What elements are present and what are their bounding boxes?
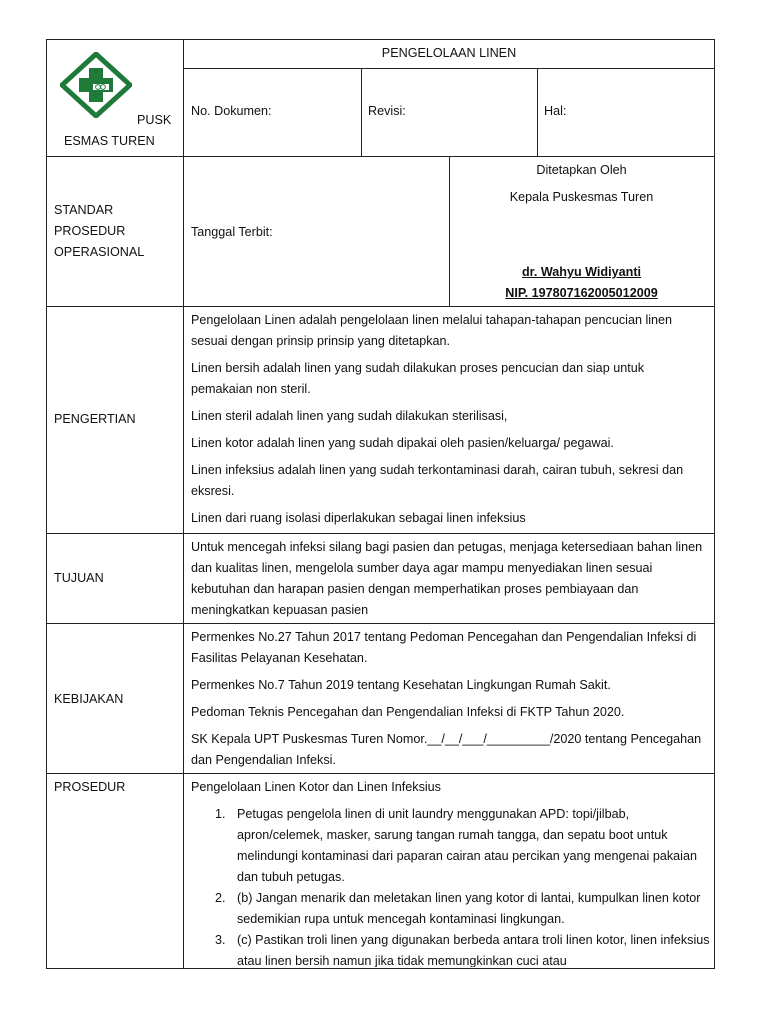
list-item — [191, 888, 711, 930]
pengertian-paragraph: Pengelolaan Linen adalah pengelolaan linen melalui tahapan-tahapan pencucian linen sesuai dengan prinsip prinsip yang ditetapkan. — [191, 313, 673, 348]
list-item-text: (b) Jangan menarik dan meletakan linen yang kotor di lantai, kumpulkan linen kotor sedemikian rupa untuk mencegah kontaminasi lingkungan. — [237, 891, 701, 926]
head-title: Kepala Puskesmas Turen — [509, 190, 654, 204]
tujuan-content — [191, 537, 709, 627]
kebijakan-paragraph: Permenkes No.7 Tahun 2019 tentang Kesehatan Lingkungan Rumah Sakit. — [191, 678, 611, 692]
prosedur-content — [191, 777, 711, 967]
prosedur-heading: Pengelolaan Linen Kotor dan Linen Infeksius — [191, 780, 441, 794]
sop-label-line1: STANDAR — [54, 203, 114, 217]
list-item — [191, 930, 711, 967]
org-name-line2: ESMAS TUREN — [64, 134, 155, 148]
prosedur-list — [191, 804, 711, 967]
signer-name: dr. Wahyu Widiyanti — [521, 265, 642, 279]
kebijakan-paragraph: SK Kepala UPT Puskesmas Turen Nomor.__/__/___/_________/2020 tentang Pencegahan dan Pengendalian Infeksi. — [191, 732, 702, 767]
kebijakan-label: KEBIJAKAN — [54, 692, 124, 706]
puskesmas-logo — [60, 52, 132, 118]
pengertian-paragraph: Linen dari ruang isolasi diperlakukan sebagai linen infeksius — [191, 511, 526, 525]
tujuan-paragraph: Untuk mencegah infeksi silang bagi pasien dan petugas, menjaga ketersediaan bahan linen dan kualitas linen, mengelola sumber daya agar mampu menyediakan linen sesuai kebutuhan dan harapan pasien dengan memperhatikan proses pembiayaan dan meningkatkan kepuasan pasien — [191, 540, 703, 617]
list-item — [191, 804, 711, 888]
signer-nip: NIP. 197807162005012009 — [505, 286, 658, 300]
page-label: Hal: — [544, 104, 567, 118]
sop-label-line2: PROSEDUR — [54, 224, 126, 238]
pengertian-content — [191, 310, 709, 535]
established-by: Ditetapkan Oleh — [536, 163, 627, 177]
list-item-number: 1. — [215, 807, 226, 821]
pengertian-paragraph: Linen infeksius adalah linen yang sudah terkontaminasi darah, cairan tubuh, sekresi dan eksresi. — [191, 463, 684, 498]
list-item-number: 2. — [215, 891, 226, 905]
pengertian-paragraph: Linen kotor adalah linen yang sudah dipakai oleh pasien/keluarga/ pegawai. — [191, 436, 614, 450]
pengertian-paragraph: Linen bersih adalah linen yang sudah dilakukan proses pencucian dan siap untuk pemakaian non steril. — [191, 361, 644, 396]
list-item-text: (c) Pastikan troli linen yang digunakan berbeda antara troli linen kotor, linen infeksius atau linen bersih namun jika tidak memungkinkan cuci atau — [237, 933, 710, 967]
pengertian-paragraph: Linen steril adalah linen yang sudah dilakukan sterilisasi, — [191, 409, 508, 423]
tujuan-label: TUJUAN — [54, 571, 104, 585]
doc-number-label: No. Dokumen: — [191, 104, 272, 118]
kebijakan-paragraph: Pedoman Teknis Pencegahan dan Pengendalian Infeksi di FKTP Tahun 2020. — [191, 705, 625, 719]
kebijakan-paragraph: Permenkes No.27 Tahun 2017 tentang Pedoman Pencegahan dan Pengendalian Infeksi di Fasilitas Pelayanan Kesehatan. — [191, 630, 697, 665]
revision-label: Revisi: — [368, 104, 406, 118]
sop-label-line3: OPERASIONAL — [54, 245, 145, 259]
issue-date-label: Tanggal Terbit: — [191, 225, 273, 239]
document-title: PENGELOLAAN LINEN — [381, 46, 517, 60]
kebijakan-content — [191, 627, 709, 777]
pengertian-label: PENGERTIAN — [54, 412, 136, 426]
list-item-text: Petugas pengelola linen di unit laundry menggunakan APD: topi/jilbab, apron/celemek, masker, sarung tangan rumah tangga, dan sepatu boot untuk melindungi kontaminasi dari paparan cairan atau percikan yang mengenai pakaian dan tubuh petugas. — [237, 807, 697, 884]
org-name-line1: PUSK — [137, 113, 172, 127]
list-item-number: 3. — [215, 933, 226, 947]
prosedur-label: PROSEDUR — [54, 780, 126, 794]
